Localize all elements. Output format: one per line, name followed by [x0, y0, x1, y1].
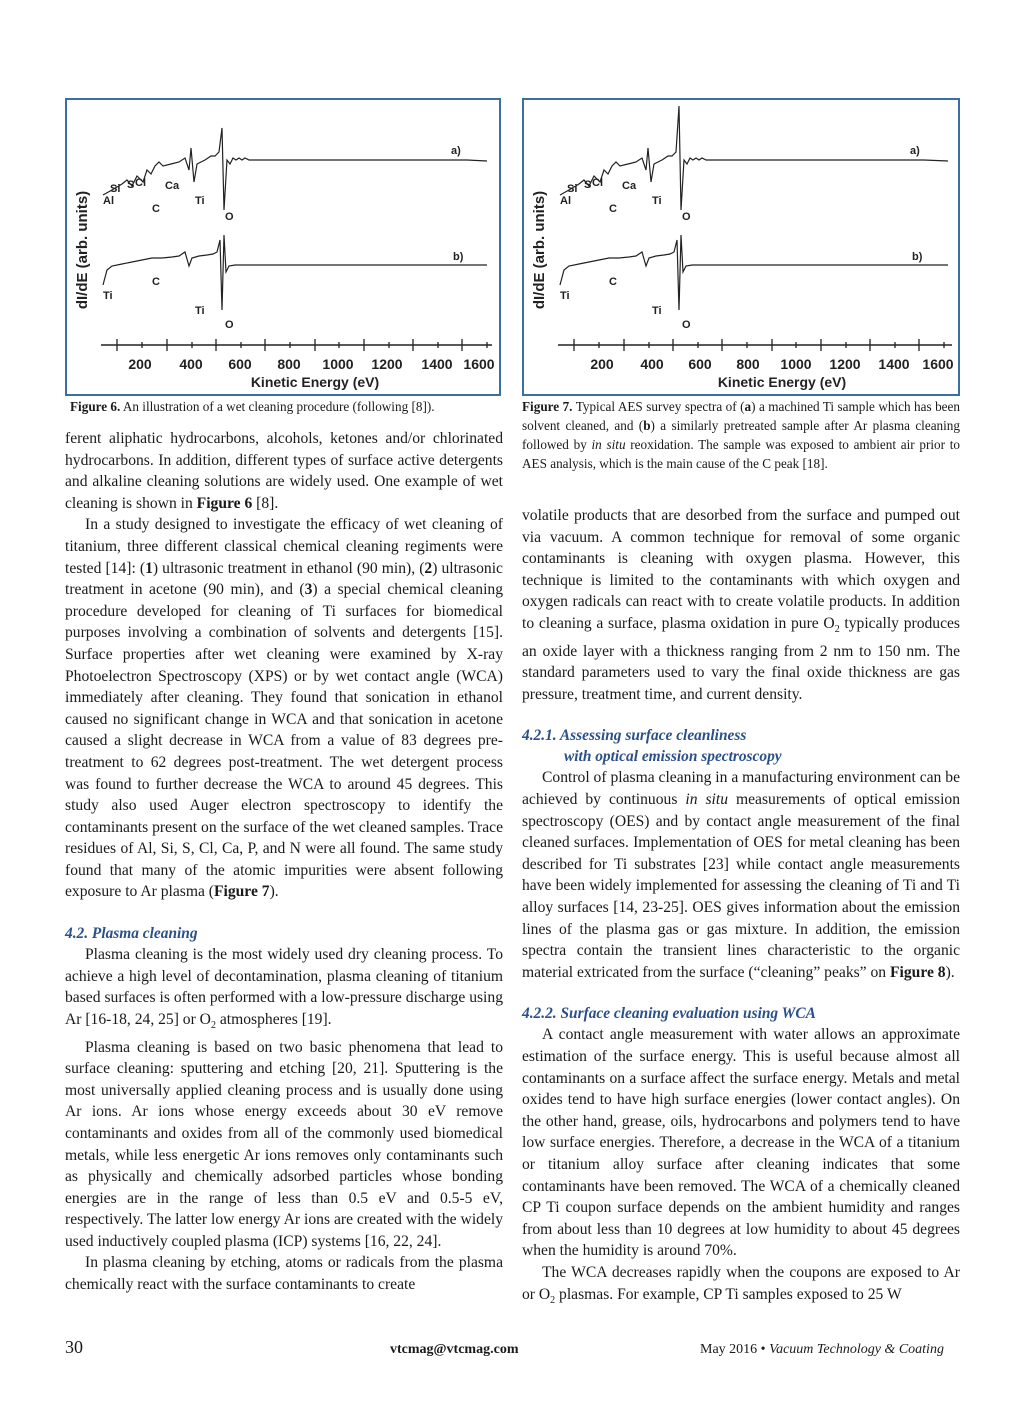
caption-text: ) a similarly pretreated sample after Ar plasma cleaning followed by [522, 418, 960, 452]
spectrum-trace-a [560, 106, 948, 210]
peak-label: O [682, 319, 691, 331]
x-tick-label: 600 [688, 356, 712, 372]
peak-label: Ti [652, 305, 662, 317]
caption-label: Figure 6. [70, 399, 121, 414]
right-column [522, 505, 960, 1311]
paragraph: The WCA decreases rapidly when the coupons are exposed to Ar or $O_2$ plasmas. For example, CP Ti samples exposed to 25 W [522, 1263, 960, 1306]
x-tick-label: 1200 [371, 356, 403, 372]
figure-ref: Figure 6 [196, 494, 253, 512]
spectrum-trace-b [560, 235, 948, 310]
list-number: 3 [304, 581, 313, 599]
peak-label: Ca [622, 180, 637, 192]
list-number: 1 [145, 559, 153, 577]
peak-label: Cl [592, 177, 603, 189]
x-axis-label: Kinetic Energy (eV) [250, 374, 380, 390]
paragraph: In plasma cleaning by etching, atoms or radicals from the plasma chemically react with the surface contaminants to create [65, 1254, 503, 1294]
paragraph: In a study designed to investigate the efficacy of wet cleaning of titanium, three different classical chemical cleaning regiments were tested [14]: (1) ultrasonic treatment in ethanol (90 min), (2) ultrasonic treatment in acetone (90 min), and (3) a special chemical cleaning procedure developed for cleaning of Ti surfaces for biomedical purposes involving a combination of solvents and detergents [15]. Surface properties after wet cleaning were examined by X-ray Photoelectron Spectroscopy (XPS) or by wet contact angle (WCA) immediately after cleaning. They found that sonication in ethanol caused no significant change in WCA and that sonication in acetone caused a slight decrease in WCA from a value of 83 degrees pre-treatment to 62 degrees post-treatment. The wet detergent process was found to further decrease the WCA to around 45 degrees. This study also used Auger electron spectroscopy to identify the contaminants present on the surface of the wet cleaned samples. Trace residues of Al, Si, S, Cl, Ca, P, and N were all found. The same study found that many of the atomic impurities were absent following exposure to Ar plasma (Figure 7). [65, 516, 503, 901]
peak-label: Cl [135, 177, 146, 189]
peak-label: C [152, 203, 160, 215]
x-tick-label: 1400 [878, 356, 910, 372]
caption-sample-a: a [744, 399, 752, 414]
peak-label: C [609, 203, 617, 215]
section-heading-4-2-1: 4.2.1. Assessing surface cleanliness with optical emission spectroscopy [522, 727, 782, 766]
x-tick-label: 1600 [922, 356, 954, 372]
x-tick-label: 800 [277, 356, 301, 372]
figure-6-aes-spectrum [67, 100, 499, 394]
caption-text: Typical AES survey spectra of ( [572, 399, 745, 414]
x-tick-label: 400 [640, 356, 664, 372]
spectrum-trace-a [103, 128, 487, 210]
left-column [65, 428, 503, 1296]
caption-text: ) a machined Ti sample which has been solvent cleaned, and ( [522, 399, 960, 433]
peak-label: O [225, 319, 234, 331]
section-heading-4-2-2: 4.2.2. Surface cleaning evaluation using WCA [522, 1005, 816, 1023]
peak-label: Al [560, 195, 571, 207]
x-tick-label: 200 [128, 356, 152, 372]
peak-label: Si [567, 183, 578, 195]
trace-b-label: b) [912, 251, 923, 263]
paragraph: Control of plasma cleaning in a manufacturing environment can be achieved by continuous in situ measurements of optical emission spectroscopy (OES) and by contact angle measurement of the final cleaned surfaces. Implementation of OES for metal cleaning has been described for Ti substrates [23] while contact angle measurements have been widely implemented for assessing the cleaning of Ti and Ti alloy surfaces [14, 23-25]. OES gives information about the emission lines of the plasma gas or gas mixture. In addition, the emission spectra contain the transient lines characteristic to the organic material extricated from the surface (“cleaning” peaks” on Figure 8). [522, 769, 960, 981]
peak-label: C [152, 276, 160, 288]
x-tick-label: 600 [228, 356, 252, 372]
peak-label: O [225, 211, 234, 223]
footer-issue: May 2016 • Vacuum Technology & Coating [700, 1342, 944, 1357]
paragraph: Plasma cleaning is based on two basic phenomena that lead to surface cleaning: sputtering and etching [20, 21]. Sputtering is the most universally applied cleaning process and is usually done using Ar ions. Ar ions whose energy exceeds about 30 eV remove contaminants and oxides from all of the commonly used biomedical metals, while less energetic Ar ions removes only contaminants such as physically and chemically adsorbed particles whose bonding energies are in the range of less than 0.5 eV and 0.5-5 eV, respectively. The latter low energy Ar ions are created with the widely used inductively coupled plasma (ICP) systems [16, 22, 24]. [65, 1038, 503, 1250]
list-number: 2 [424, 559, 433, 577]
x-tick-label: 800 [736, 356, 760, 372]
figure-6-frame [65, 98, 501, 396]
caption-text: reoxidation. The sample was exposed to ambient air prior to AES analysis, which is the main cause of the C peak [18]. [522, 437, 961, 471]
caption-sample-b: b [643, 418, 651, 433]
figure-7-frame [522, 98, 960, 396]
peak-label: Ti [195, 195, 205, 207]
x-tick-label: 1200 [829, 356, 861, 372]
peak-label: O [682, 211, 691, 223]
x-tick-label: 1600 [463, 356, 495, 372]
peak-label: Ti [652, 195, 662, 207]
peak-label: Al [103, 195, 114, 207]
figure-7-caption [522, 397, 960, 473]
footer-email[interactable]: vtcmag@vtcmag.com [390, 1342, 519, 1357]
paragraph: A contact angle measurement with water allows an approximate estimation of the surface energy. This is useful because almost all contaminants on a surface affect the surface energy. Metals and metal oxides tend to have high surface energies (lower contact angles). On the other hand, grease, oils, hydrocarbons and polymers tend to have low surface energies. Therefore, a decrease in the WCA of a titanium or titanium alloy surface after cleaning indicates that some contaminants have been removed. The WCA of a chemically cleaned CP Ti coupon surface depends on the ambient humidity and ranges from about less than 10 degrees at low humidity to about 45 degrees when the humidity is around 70%. [522, 1026, 960, 1260]
peak-label: Ti [560, 290, 570, 302]
section-heading-4-2: 4.2. Plasma cleaning [65, 925, 198, 943]
figure-7-aes-spectrum [524, 100, 958, 394]
peak-label: Ti [103, 290, 113, 302]
caption-italic: in situ [591, 437, 626, 452]
y-axis-label: dI/dE (arb. units) [74, 190, 91, 310]
figure-6-caption [70, 397, 510, 416]
trace-a-label: a) [910, 145, 920, 157]
caption-text: An illustration of a wet cleaning procedure (following [8]). [120, 399, 435, 414]
figure-ref: Figure 7 [213, 883, 270, 901]
peak-label: Ti [195, 305, 205, 317]
trace-b-label: b) [453, 251, 464, 263]
y-axis-label: dI/dE (arb. units) [531, 190, 548, 310]
peak-label: Ca [165, 180, 180, 192]
paragraph: Plasma cleaning is the most widely used dry cleaning process. To achieve a high level of decontamination, plasma cleaning of titanium based surfaces is often performed with a low-pressure discharge using Ar [16-18, 24, 25] or $O_2$ atmospheres [19]. [65, 946, 503, 1031]
caption-label: Figure 7. [522, 399, 573, 414]
spectrum-trace-b [103, 235, 487, 310]
trace-a-label: a) [451, 145, 461, 157]
x-tick-label: 1000 [322, 356, 354, 372]
page-number: 30 [65, 1337, 83, 1357]
peak-label: S [127, 179, 135, 191]
x-axis-label: Kinetic Energy (eV) [717, 374, 847, 390]
x-tick-label: 1400 [421, 356, 453, 372]
peak-label: C [609, 276, 617, 288]
paragraph: volatile products that are desorbed from the surface and pumped out via vacuum. A common technique for removal of some organic contaminants is cleaning with oxygen plasma. However, this technique is limited to the contaminants with which oxygen and oxygen radicals can react with to create volatile products. In addition to cleaning a surface, plasma oxidation in pure $O_2$ typically produces an oxide layer with a thickness ranging from 2 nm to 150 nm. The standard parameters used to vary the final oxide thickness are gas pressure, treatment time, and current density. [522, 507, 960, 703]
peak-label: Si [110, 183, 121, 195]
paragraph: ferent aliphatic hydrocarbons, alcohols, ketones and/or chlorinated hydrocarbons. In addition, different types of surface active detergents and alkaline cleaning solutions are widely used. One example of wet cleaning is shown in Figure 6 [8]. [65, 430, 503, 512]
x-tick-label: 200 [590, 356, 614, 372]
x-tick-label: 400 [179, 356, 203, 372]
peak-label: S [584, 179, 592, 191]
figure-ref: Figure 8 [890, 963, 946, 981]
x-tick-label: 1000 [780, 356, 812, 372]
